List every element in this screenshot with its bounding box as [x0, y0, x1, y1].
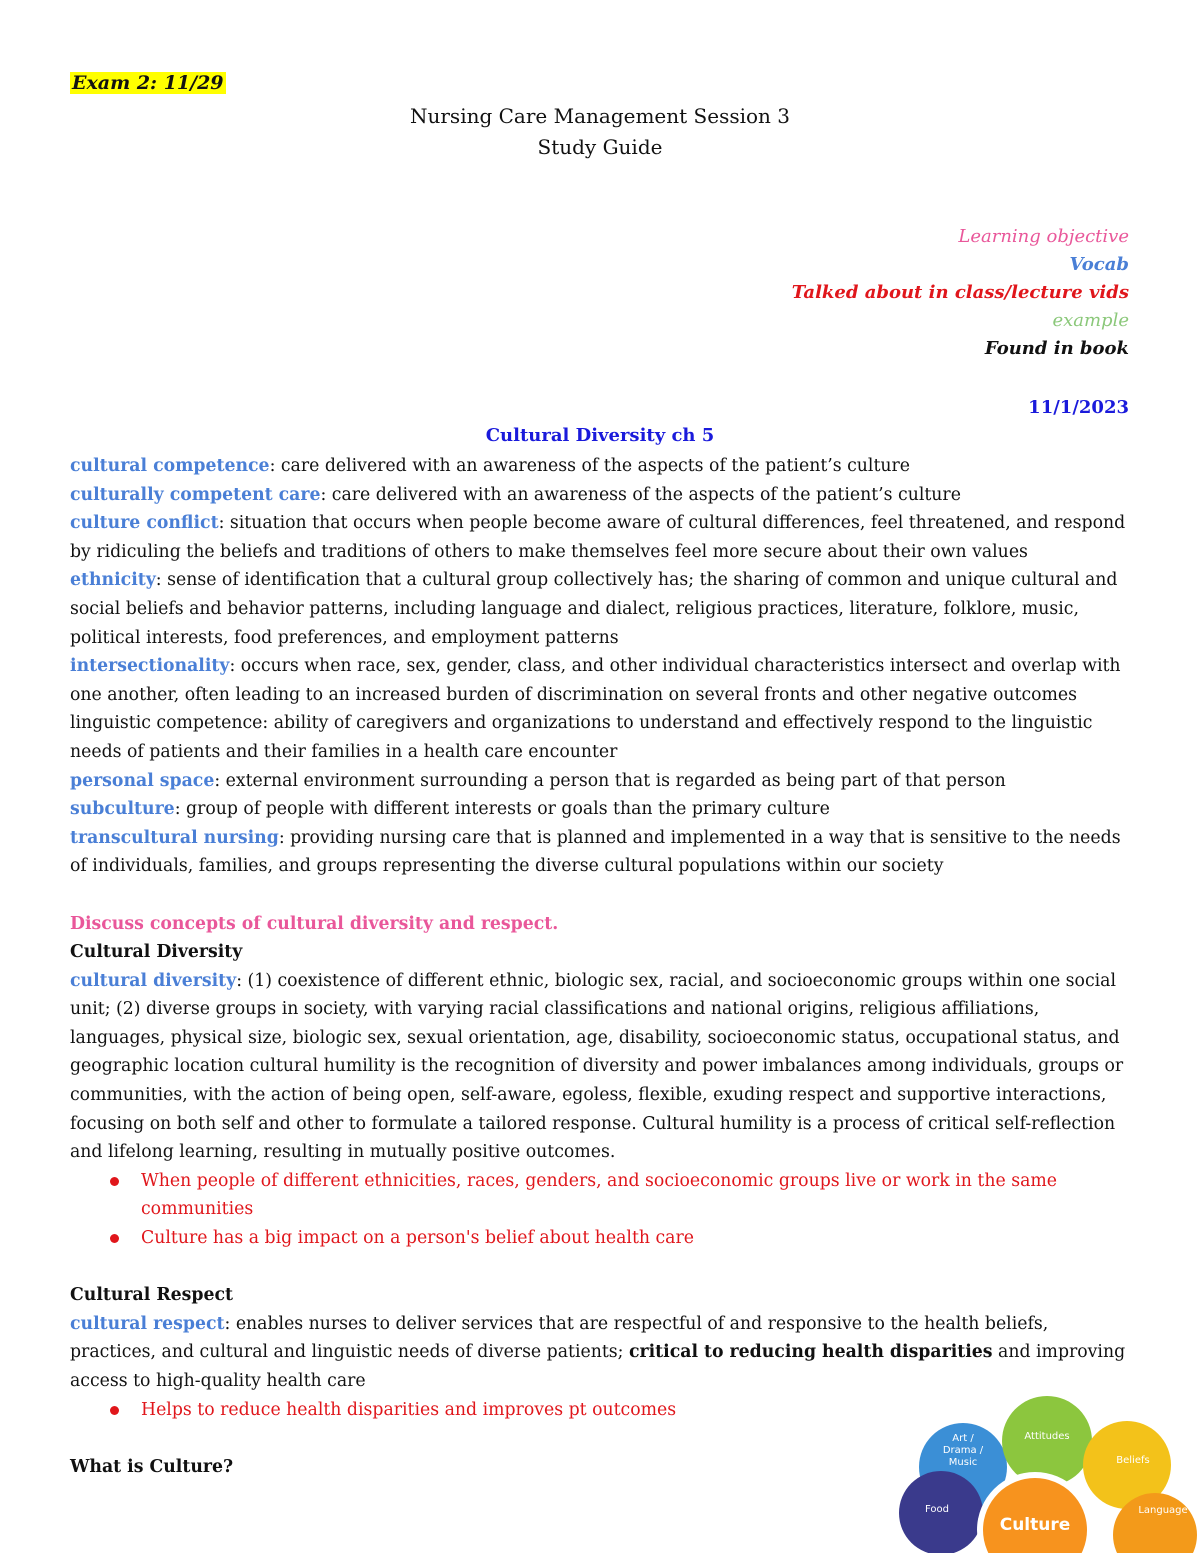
- vocab-def: : care delivered with an awareness of the aspects of the patient’s culture: [320, 484, 961, 505]
- diversity-bullets: [70, 1167, 1135, 1253]
- vocab-term: cultural respect: [70, 1313, 225, 1334]
- vocab-term: intersectionality: [70, 656, 230, 677]
- vocab-entry: [70, 566, 1135, 652]
- diagram-label-language: Language: [1138, 1505, 1188, 1516]
- entry-date: 11/1/2023: [1028, 397, 1129, 418]
- vocab-def: linguistic competence: ability of caregivers and organizations to understand and effectively respond to the linguistic needs of patients and their families in a health care encounter: [70, 713, 1093, 762]
- learning-objective: Discuss concepts of cultural diversity and respect.: [70, 913, 559, 934]
- legend-example: example: [1052, 310, 1129, 331]
- vocab-def: : occurs when race, sex, gender, class, and other individual characteristics intersect and overlap with one another, often leading to an increased burden of discrimination on several fronts and other negative outcomes: [70, 656, 1121, 705]
- vocab-term: cultural diversity: [70, 970, 237, 991]
- doc-subtitle: Study Guide: [537, 135, 663, 159]
- exam-date-highlight: Exam 2: 11/29: [72, 72, 224, 94]
- diagram-label-center: Culture: [999, 1515, 1071, 1535]
- vocab-entry: [70, 824, 1135, 881]
- bullet-item: Helps to reduce health disparities and improves pt outcomes: [70, 1396, 1135, 1425]
- vocab-term: ethnicity: [70, 570, 156, 591]
- vocab-entry: [70, 452, 1135, 481]
- doc-title: Nursing Care Management Session 3: [409, 104, 790, 128]
- vocab-def: : external environment surrounding a person that is regarded as being part of that person: [214, 770, 1006, 791]
- vocab-def: : sense of identification that a cultural group collectively has; the sharing of common and unique cultural and social beliefs and behavior patterns, including language and dialect, religious practices, literature, folklore, music, political interests, food preferences, and employment patterns: [70, 570, 1118, 648]
- vocab-entry: [70, 709, 1135, 766]
- legend-learning-objective: Learning objective: [958, 226, 1129, 247]
- diagram-label-beliefs: Beliefs: [1116, 1455, 1150, 1466]
- vocab-term: cultural competence: [70, 456, 270, 476]
- heading-cultural-respect: Cultural Respect: [70, 1285, 233, 1306]
- vocab-def: : (1) coexistence of different ethnic, biologic sex, racial, and socioeconomic groups within one social unit; (2) diverse groups in society, with varying racial classifications and national origins, religious affiliations, languages, physical size, biologic sex, sexual orientation, age, disability, socioeconomic status, occupational status, and geographic location cultural humility is the recognition of diversity and power imbalances among individuals, groups or communities, with the action of being open, self-aware, egoless, flexible, exuding respect and supportive interactions, focusing on both self and other to formulate a tailored response. Cultural humility is a process of critical self-reflection and lifelong learning, resulting in mutually positive outcomes.: [70, 970, 1124, 1163]
- bullet-item: Culture has a big impact on a person's belief about health care: [70, 1224, 1135, 1253]
- legend-vocab: Vocab: [1069, 254, 1129, 275]
- diagram-label-art: Art / Drama / Music: [942, 1433, 984, 1468]
- heading-what-is-culture: What is Culture?: [70, 1456, 234, 1477]
- legend-found-in-book: Found in book: [984, 338, 1129, 359]
- vocab-term: subculture: [70, 799, 175, 820]
- culture-diagram: [895, 1395, 1200, 1553]
- legend-talked: Talked about in class/lecture vids: [791, 282, 1129, 303]
- diagram-label-attitudes: Attitudes: [1024, 1431, 1070, 1442]
- vocab-term: personal space: [70, 770, 215, 791]
- vocab-def: : providing nursing care that is planned and implemented in a way that is sensitive to the needs of individuals, families, and groups representing the diverse cultural populations within our society: [70, 827, 1121, 877]
- diagram-label-food: Food: [925, 1504, 949, 1515]
- vocab-def: : group of people with different interests or goals than the primary culture: [174, 799, 830, 820]
- section-title: Cultural Diversity ch 5: [485, 425, 715, 446]
- vocab-def-bold: critical to reducing health disparities: [628, 1342, 993, 1363]
- vocab-def: and improving access to high-quality health care: [70, 1342, 1126, 1391]
- vocab-def: : situation that occurs when people become aware of cultural differences, feel threatened, and respond by ridiculing the beliefs and traditions of others to make themselves feel more secure about their own values: [70, 513, 1126, 562]
- respect-definition: [70, 1310, 1135, 1396]
- vocab-term: culturally competent care: [70, 484, 321, 505]
- vocab-entry: [70, 767, 1135, 796]
- vocab-term: transcultural nursing: [70, 827, 279, 848]
- vocab-entry: [70, 481, 1135, 510]
- vocab-def: : enables nurses to deliver services that are respectful of and responsive to the health beliefs, practices, and cultural and linguistic needs of diverse patients;: [70, 1313, 1049, 1363]
- document-body: [70, 452, 1135, 1481]
- vocab-entry: [70, 509, 1135, 566]
- bullet-item: When people of different ethnicities, races, genders, and socioeconomic groups live or work in the same communities: [70, 1167, 1135, 1224]
- vocab-def: : care delivered with an awareness of the aspects of the patient’s culture: [269, 456, 911, 476]
- vocab-term: culture conflict: [70, 513, 219, 534]
- vocab-entry: [70, 795, 1135, 824]
- vocab-entry: [70, 652, 1135, 709]
- heading-cultural-diversity: Cultural Diversity: [70, 942, 243, 963]
- diversity-definition: [70, 967, 1135, 1167]
